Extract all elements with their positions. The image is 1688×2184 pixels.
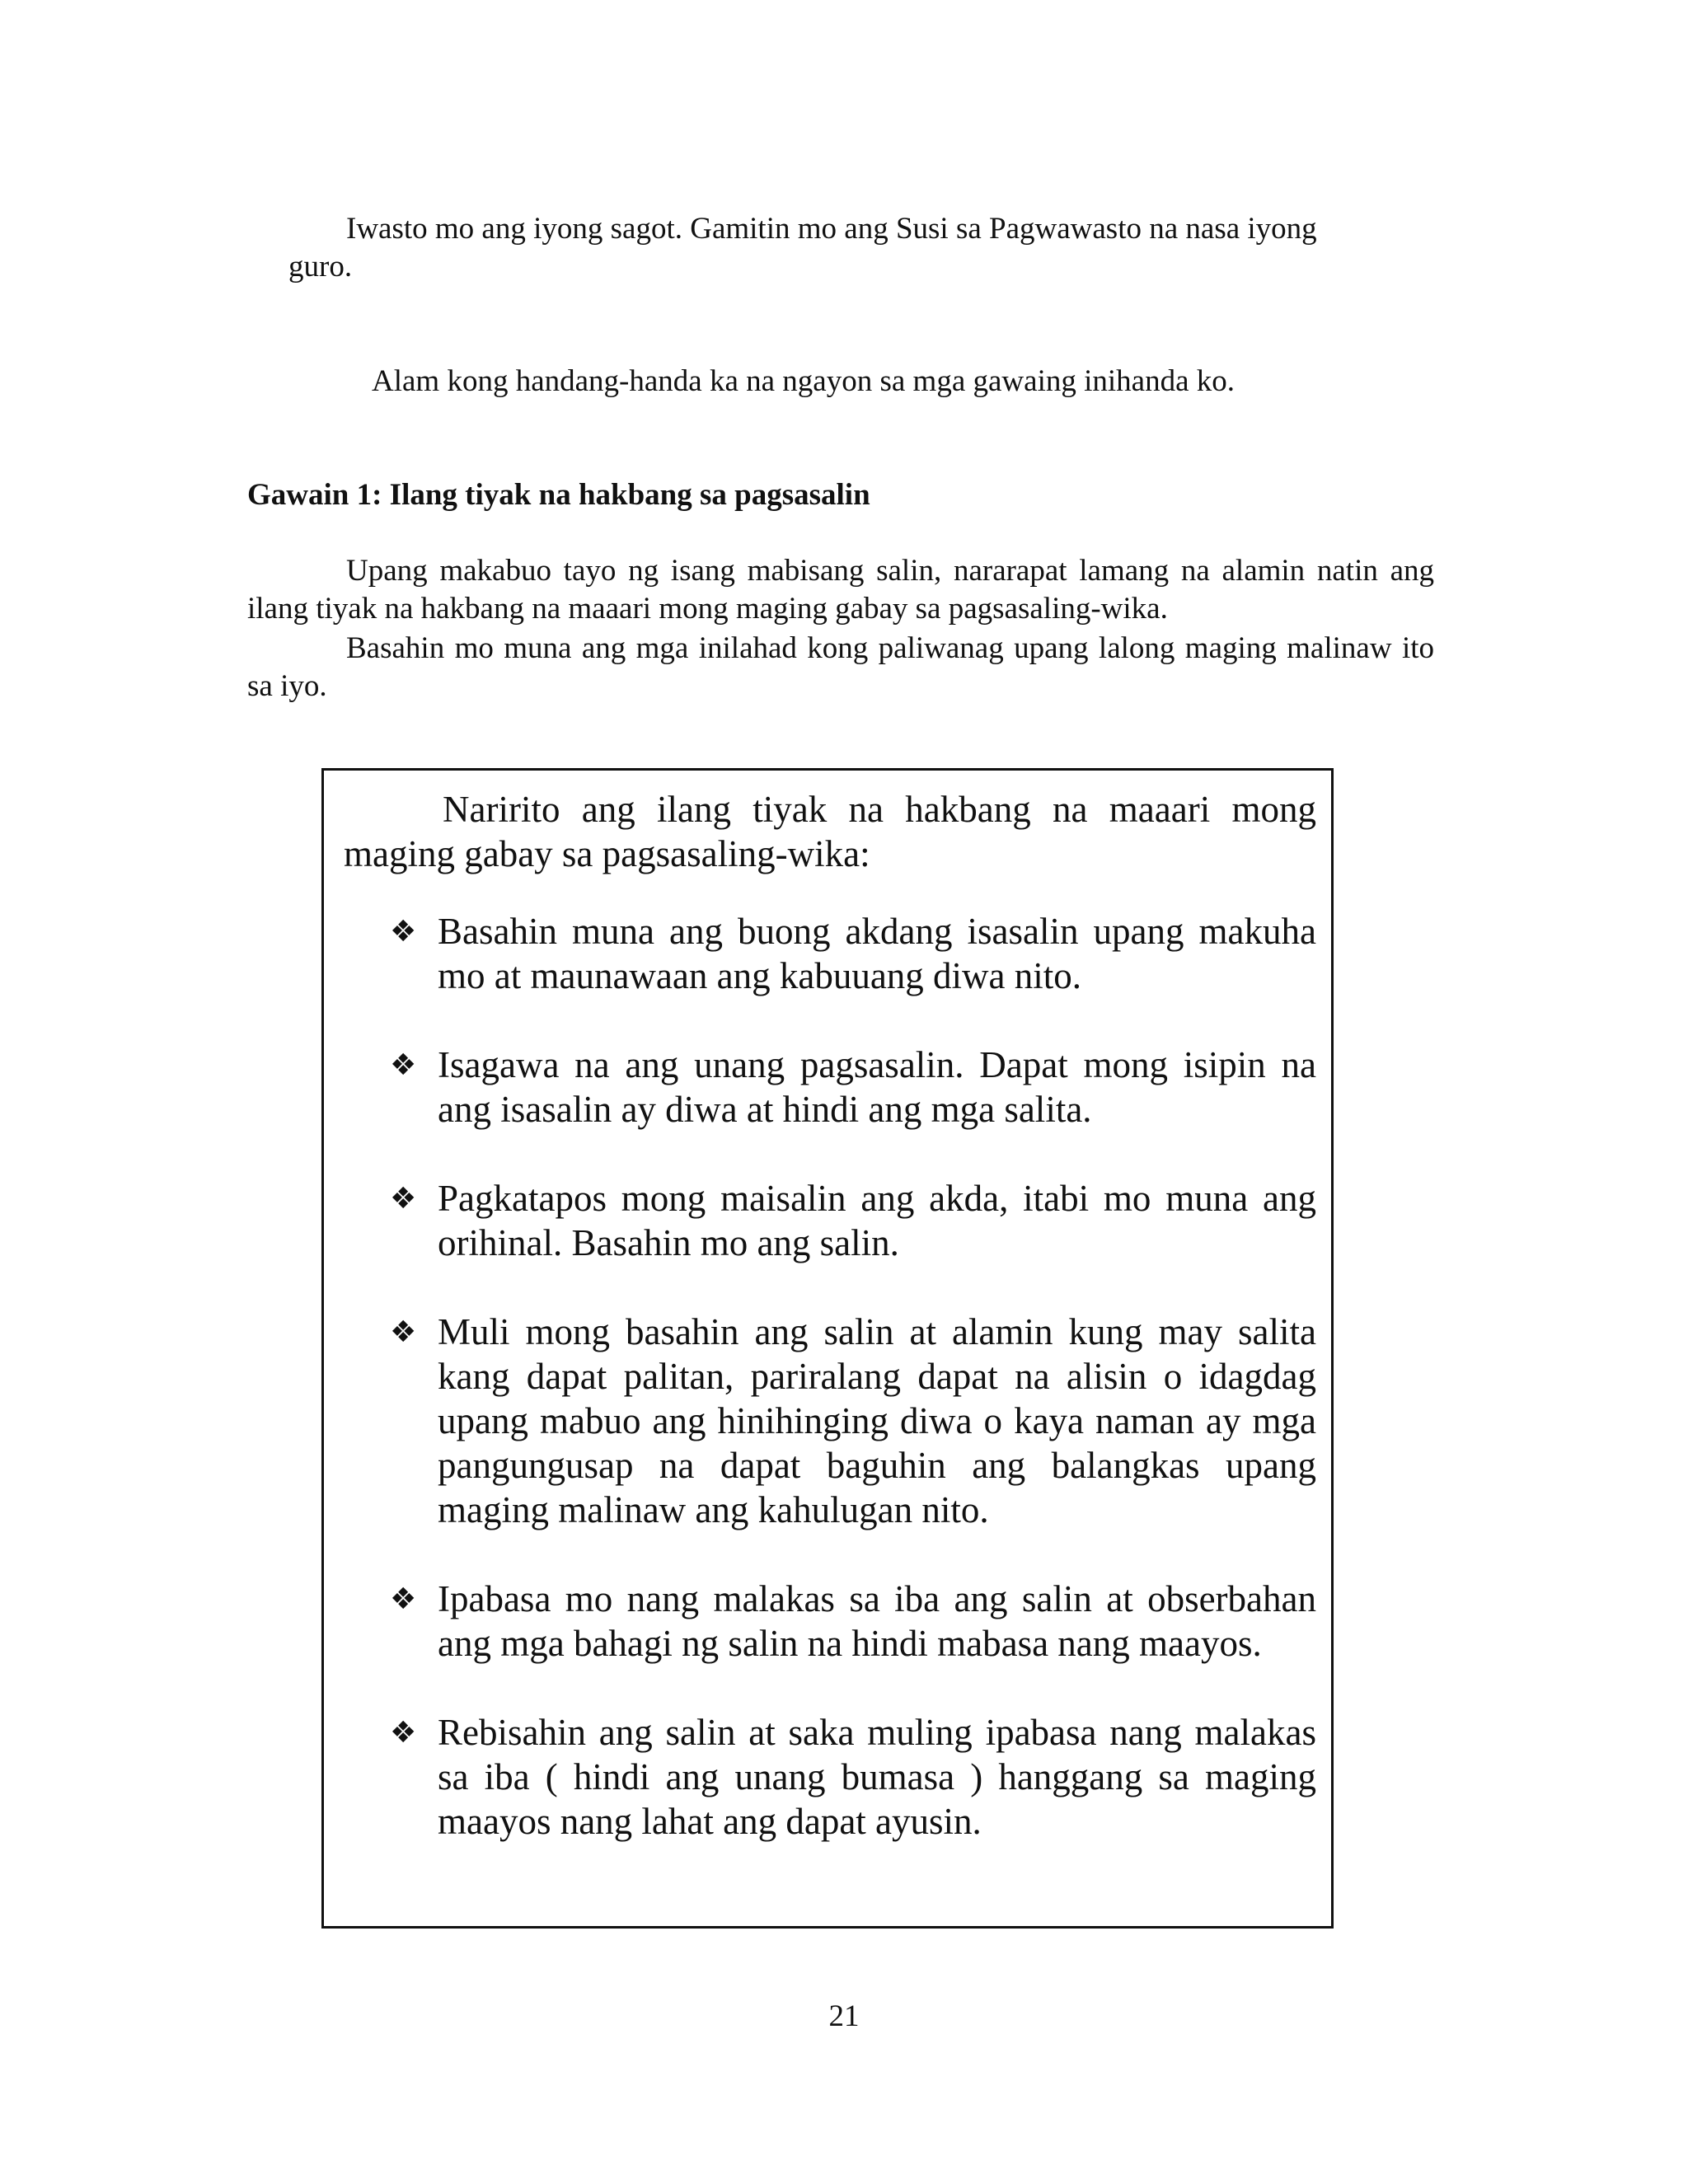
steps-list (390, 909, 1316, 1888)
diamond-star-bullet-icon: ❖ (390, 1582, 417, 1616)
step-item (390, 1043, 1316, 1132)
check-answer-line-1: Iwasto mo ang iyong sagot. Gamitin mo ang Susi sa Pagwawasto na nasa iyong (346, 212, 1317, 246)
step-item (390, 1176, 1316, 1265)
step-item (390, 1310, 1316, 1532)
ready-paragraph: Alam kong handang-handa ka na ngayon sa mga gawaing inihanda ko. (372, 364, 1236, 398)
intro-steps-paragraph: Upang makabuo tayo ng isang mabisang salin, nararapat lamang na alamin natin ang ilang tiyak na hakbang na maaari mong maging gabay sa pagsasaling-wika. (247, 554, 1434, 626)
step-text: Ipabasa mo nang malakas sa iba ang salin at obserbahan ang mga bahagi ng salin na hindi mabasa nang maayos. (438, 1578, 1316, 1664)
diamond-star-bullet-icon: ❖ (390, 1048, 417, 1082)
diamond-star-bullet-icon: ❖ (390, 1315, 417, 1349)
step-item (390, 1710, 1316, 1844)
step-item (390, 909, 1316, 998)
steps-box-intro: Naririto ang ilang tiyak na hakbang na maaari mong maging gabay sa pagsasaling-wika: (344, 789, 1316, 874)
step-text: Pagkatapos mong maisalin ang akda, itabi mo muna ang orihinal. Basahin mo ang salin. (438, 1178, 1316, 1263)
steps-box (321, 768, 1334, 1929)
diamond-star-bullet-icon: ❖ (390, 1716, 417, 1750)
activity-heading: Gawain 1: Ilang tiyak na hakbang sa pagsasalin (247, 478, 870, 512)
step-text: Basahin muna ang buong akdang isasalin upang makuha mo at maunawaan ang kabuuang diwa nito. (438, 911, 1316, 996)
page-number: 21 (828, 1999, 860, 2033)
step-text: Muli mong basahin ang salin at alamin kung may salita kang dapat palitan, pariralang dapat na alisin o idagdag upang mabuo ang hinihinging diwa o kaya naman ay mga pangungusap na dapat baguhin ang balangkas upang maging malinaw ang kahulugan nito. (438, 1311, 1316, 1530)
step-text: Rebisahin ang salin at saka muling ipabasa nang malakas sa iba ( hindi ang unang bumasa ) hanggang sa maging maayos nang lahat ang dapat ayusin. (438, 1712, 1316, 1842)
read-first-paragraph: Basahin mo muna ang mga inilahad kong paliwanag upang lalong maging malinaw ito sa iyo. (247, 631, 1434, 703)
step-item (390, 1577, 1316, 1666)
check-answer-line-2: guro. (288, 250, 353, 284)
diamond-star-bullet-icon: ❖ (390, 915, 417, 949)
check-answer-paragraph (288, 210, 1451, 286)
step-text: Isagawa na ang unang pagsasalin. Dapat mong isipin na ang isasalin ay diwa at hindi ang mga salita. (438, 1044, 1316, 1130)
diamond-star-bullet-icon: ❖ (390, 1182, 417, 1216)
